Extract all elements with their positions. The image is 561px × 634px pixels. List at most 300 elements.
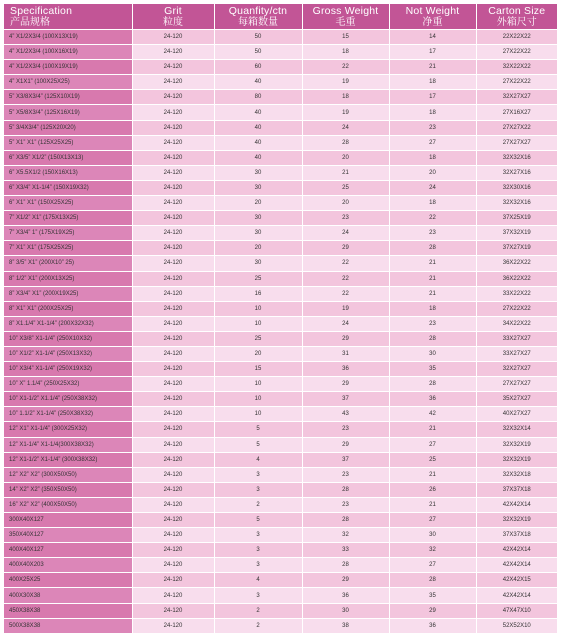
table-row bbox=[4, 135, 557, 150]
cell-quantity: 30 bbox=[214, 256, 302, 271]
table-row bbox=[4, 75, 557, 90]
cell-gross-weight: 29 bbox=[302, 437, 389, 452]
cell-carton-size: 52X52X10 bbox=[476, 618, 557, 633]
cell-carton-size: 34X22X22 bbox=[476, 316, 557, 331]
cell-specification: 500X38X38 bbox=[4, 618, 132, 633]
cell-quantity: 50 bbox=[214, 30, 302, 45]
cell-net-weight: 20 bbox=[389, 165, 476, 180]
cell-grit: 24-120 bbox=[132, 513, 214, 528]
header-specification bbox=[4, 4, 132, 30]
cell-gross-weight: 19 bbox=[302, 105, 389, 120]
table-row bbox=[4, 316, 557, 331]
header-grit bbox=[132, 4, 214, 30]
cell-net-weight: 14 bbox=[389, 30, 476, 45]
table-row bbox=[4, 150, 557, 165]
cell-carton-size: 37X32X19 bbox=[476, 226, 557, 241]
cell-grit: 24-120 bbox=[132, 437, 214, 452]
cell-grit: 24-120 bbox=[132, 558, 214, 573]
cell-gross-weight: 25 bbox=[302, 180, 389, 195]
cell-gross-weight: 19 bbox=[302, 75, 389, 90]
cell-gross-weight: 37 bbox=[302, 392, 389, 407]
cell-gross-weight: 22 bbox=[302, 286, 389, 301]
header-en: Grit bbox=[164, 4, 182, 17]
cell-quantity: 5 bbox=[214, 437, 302, 452]
table-header bbox=[4, 4, 557, 30]
cell-quantity: 4 bbox=[214, 573, 302, 588]
cell-net-weight: 23 bbox=[389, 120, 476, 135]
table-row bbox=[4, 45, 557, 60]
cell-quantity: 2 bbox=[214, 603, 302, 618]
table-row bbox=[4, 286, 557, 301]
cell-quantity: 25 bbox=[214, 271, 302, 286]
cell-quantity: 3 bbox=[214, 467, 302, 482]
cell-grit: 24-120 bbox=[132, 497, 214, 512]
cell-grit: 24-120 bbox=[132, 346, 214, 361]
table-row bbox=[4, 558, 557, 573]
cell-grit: 24-120 bbox=[132, 331, 214, 346]
header-cn: 产品规格 bbox=[10, 16, 50, 28]
cell-quantity: 4 bbox=[214, 452, 302, 467]
cell-specification: 400X40X203 bbox=[4, 558, 132, 573]
cell-quantity: 40 bbox=[214, 75, 302, 90]
cell-specification: 5” X5/8X3/4” (125X16X19) bbox=[4, 105, 132, 120]
cell-grit: 24-120 bbox=[132, 271, 214, 286]
cell-gross-weight: 21 bbox=[302, 165, 389, 180]
cell-specification: 7” X1/2” X1” (175X13X25) bbox=[4, 211, 132, 226]
cell-carton-size: 42X42X15 bbox=[476, 573, 557, 588]
table-row bbox=[4, 543, 557, 558]
cell-carton-size: 32X27X27 bbox=[476, 90, 557, 105]
cell-quantity: 80 bbox=[214, 90, 302, 105]
cell-gross-weight: 18 bbox=[302, 45, 389, 60]
cell-grit: 24-120 bbox=[132, 407, 214, 422]
cell-specification: 4” X1X1” (100X25X25) bbox=[4, 75, 132, 90]
cell-gross-weight: 37 bbox=[302, 452, 389, 467]
cell-grit: 24-120 bbox=[132, 241, 214, 256]
cell-carton-size: 42X42X14 bbox=[476, 543, 557, 558]
header-cn: 每箱数量 bbox=[238, 16, 278, 28]
cell-net-weight: 21 bbox=[389, 286, 476, 301]
table-row bbox=[4, 573, 557, 588]
table-row bbox=[4, 497, 557, 512]
cell-net-weight: 27 bbox=[389, 513, 476, 528]
cell-gross-weight: 24 bbox=[302, 120, 389, 135]
cell-gross-weight: 23 bbox=[302, 497, 389, 512]
cell-grit: 24-120 bbox=[132, 543, 214, 558]
cell-gross-weight: 15 bbox=[302, 30, 389, 45]
cell-net-weight: 28 bbox=[389, 241, 476, 256]
cell-net-weight: 30 bbox=[389, 346, 476, 361]
cell-grit: 24-120 bbox=[132, 467, 214, 482]
cell-specification: 10” X1/2” X1-1/4” (250X13X32) bbox=[4, 346, 132, 361]
cell-specification: 400X30X38 bbox=[4, 588, 132, 603]
cell-specification: 400X25X25 bbox=[4, 573, 132, 588]
cell-grit: 24-120 bbox=[132, 316, 214, 331]
table-body bbox=[4, 30, 557, 634]
cell-net-weight: 36 bbox=[389, 392, 476, 407]
cell-quantity: 10 bbox=[214, 392, 302, 407]
cell-quantity: 30 bbox=[214, 165, 302, 180]
cell-net-weight: 29 bbox=[389, 603, 476, 618]
cell-quantity: 3 bbox=[214, 558, 302, 573]
cell-grit: 24-120 bbox=[132, 301, 214, 316]
cell-specification: 10” X1-1/2” X1.1/4” (250X38X32) bbox=[4, 392, 132, 407]
cell-gross-weight: 36 bbox=[302, 588, 389, 603]
cell-carton-size: 32X27X16 bbox=[476, 165, 557, 180]
cell-net-weight: 18 bbox=[389, 150, 476, 165]
table-row bbox=[4, 588, 557, 603]
cell-quantity: 50 bbox=[214, 45, 302, 60]
table-row bbox=[4, 362, 557, 377]
cell-gross-weight: 24 bbox=[302, 226, 389, 241]
cell-grit: 24-120 bbox=[132, 573, 214, 588]
cell-gross-weight: 36 bbox=[302, 362, 389, 377]
cell-specification: 10” X” 1.1/4” (250X25X32) bbox=[4, 377, 132, 392]
cell-quantity: 40 bbox=[214, 120, 302, 135]
cell-carton-size: 36X22X22 bbox=[476, 271, 557, 286]
cell-grit: 24-120 bbox=[132, 30, 214, 45]
table-row bbox=[4, 120, 557, 135]
cell-gross-weight: 32 bbox=[302, 528, 389, 543]
cell-quantity: 20 bbox=[214, 346, 302, 361]
cell-net-weight: 17 bbox=[389, 45, 476, 60]
header-en: Specification bbox=[10, 4, 73, 17]
cell-gross-weight: 24 bbox=[302, 316, 389, 331]
cell-carton-size: 32X32X16 bbox=[476, 150, 557, 165]
cell-grit: 24-120 bbox=[132, 452, 214, 467]
table-row bbox=[4, 392, 557, 407]
cell-carton-size: 47X47X10 bbox=[476, 603, 557, 618]
cell-carton-size: 37X37X18 bbox=[476, 528, 557, 543]
cell-quantity: 10 bbox=[214, 377, 302, 392]
cell-gross-weight: 29 bbox=[302, 331, 389, 346]
cell-gross-weight: 38 bbox=[302, 618, 389, 633]
cell-net-weight: 21 bbox=[389, 256, 476, 271]
cell-net-weight: 36 bbox=[389, 618, 476, 633]
cell-specification: 4” X1/2X3/4 (100X19X19) bbox=[4, 60, 132, 75]
cell-gross-weight: 31 bbox=[302, 346, 389, 361]
cell-specification: 10” X3/8” X1-1/4” (250X10X32) bbox=[4, 331, 132, 346]
cell-net-weight: 30 bbox=[389, 528, 476, 543]
cell-grit: 24-120 bbox=[132, 588, 214, 603]
cell-net-weight: 27 bbox=[389, 135, 476, 150]
cell-net-weight: 27 bbox=[389, 437, 476, 452]
cell-specification: 5” X3/8X3/4” (125X10X19) bbox=[4, 90, 132, 105]
cell-gross-weight: 28 bbox=[302, 558, 389, 573]
cell-specification: 8” X1” X1” (200X25X25) bbox=[4, 301, 132, 316]
cell-net-weight: 27 bbox=[389, 558, 476, 573]
cell-specification: 6” X3/4” X1-1/4” (150X19X32) bbox=[4, 180, 132, 195]
table-row bbox=[4, 482, 557, 497]
cell-quantity: 3 bbox=[214, 588, 302, 603]
spec-table bbox=[4, 4, 557, 634]
table-row bbox=[4, 60, 557, 75]
cell-specification: 6” X5.5X1/2 (150X16X13) bbox=[4, 165, 132, 180]
cell-carton-size: 32X22X22 bbox=[476, 60, 557, 75]
cell-carton-size: 42X42X14 bbox=[476, 588, 557, 603]
cell-carton-size: 32X30X16 bbox=[476, 180, 557, 195]
cell-net-weight: 26 bbox=[389, 482, 476, 497]
cell-gross-weight: 22 bbox=[302, 271, 389, 286]
cell-grit: 24-120 bbox=[132, 618, 214, 633]
cell-net-weight: 21 bbox=[389, 497, 476, 512]
cell-gross-weight: 29 bbox=[302, 241, 389, 256]
cell-grit: 24-120 bbox=[132, 392, 214, 407]
table-row bbox=[4, 256, 557, 271]
cell-carton-size: 27X22X22 bbox=[476, 75, 557, 90]
header-en: Gross Weight bbox=[312, 4, 379, 17]
cell-carton-size: 22X22X22 bbox=[476, 30, 557, 45]
cell-specification: 5” X1” X1” (125X25X25) bbox=[4, 135, 132, 150]
cell-carton-size: 27X22X22 bbox=[476, 301, 557, 316]
cell-specification: 12” X1-1/2” X1-1/4” (300X38X32) bbox=[4, 452, 132, 467]
cell-grit: 24-120 bbox=[132, 105, 214, 120]
cell-net-weight: 35 bbox=[389, 362, 476, 377]
cell-grit: 24-120 bbox=[132, 45, 214, 60]
table-row bbox=[4, 407, 557, 422]
cell-carton-size: 42X42X14 bbox=[476, 497, 557, 512]
cell-net-weight: 18 bbox=[389, 196, 476, 211]
cell-specification: 12” X1” X1-1/4” (300X25X32) bbox=[4, 422, 132, 437]
cell-carton-size: 32X32X19 bbox=[476, 437, 557, 452]
cell-gross-weight: 18 bbox=[302, 90, 389, 105]
table-row bbox=[4, 301, 557, 316]
cell-specification: 12” X2” X2” (300X50X50) bbox=[4, 467, 132, 482]
cell-gross-weight: 20 bbox=[302, 150, 389, 165]
cell-quantity: 15 bbox=[214, 362, 302, 377]
cell-quantity: 20 bbox=[214, 196, 302, 211]
cell-net-weight: 18 bbox=[389, 301, 476, 316]
cell-quantity: 40 bbox=[214, 135, 302, 150]
cell-specification: 7” X1” X1” (175X25X25) bbox=[4, 241, 132, 256]
cell-specification: 6” X1” X1” (150X25X25) bbox=[4, 196, 132, 211]
header-cn: 外箱尺寸 bbox=[496, 16, 537, 28]
header-net-weight bbox=[389, 4, 476, 30]
table-row bbox=[4, 241, 557, 256]
cell-carton-size: 37X37X18 bbox=[476, 482, 557, 497]
table-row bbox=[4, 377, 557, 392]
cell-gross-weight: 43 bbox=[302, 407, 389, 422]
cell-net-weight: 21 bbox=[389, 467, 476, 482]
table-row bbox=[4, 271, 557, 286]
cell-net-weight: 17 bbox=[389, 90, 476, 105]
cell-quantity: 30 bbox=[214, 226, 302, 241]
cell-net-weight: 21 bbox=[389, 60, 476, 75]
cell-specification: 8” 1/2” X1” (200X13X25) bbox=[4, 271, 132, 286]
cell-specification: 8” X1.1/4” X1-1/4” (200X32X32) bbox=[4, 316, 132, 331]
cell-specification: 16” X2” X2” (400X50X50) bbox=[4, 497, 132, 512]
cell-gross-weight: 30 bbox=[302, 603, 389, 618]
cell-specification: 10” X3/4” X1-1/4” (250X19X32) bbox=[4, 362, 132, 377]
cell-quantity: 30 bbox=[214, 211, 302, 226]
table-row bbox=[4, 211, 557, 226]
table-row bbox=[4, 105, 557, 120]
cell-carton-size: 42X42X14 bbox=[476, 558, 557, 573]
cell-net-weight: 25 bbox=[389, 452, 476, 467]
cell-grit: 24-120 bbox=[132, 362, 214, 377]
cell-specification: 450X38X38 bbox=[4, 603, 132, 618]
table-row bbox=[4, 196, 557, 211]
table-row bbox=[4, 422, 557, 437]
cell-grit: 24-120 bbox=[132, 226, 214, 241]
cell-net-weight: 24 bbox=[389, 180, 476, 195]
header-row bbox=[4, 4, 557, 30]
header-carton-size bbox=[476, 4, 557, 30]
cell-grit: 24-120 bbox=[132, 256, 214, 271]
cell-quantity: 5 bbox=[214, 513, 302, 528]
cell-carton-size: 33X22X22 bbox=[476, 286, 557, 301]
cell-net-weight: 32 bbox=[389, 543, 476, 558]
cell-carton-size: 27X27X27 bbox=[476, 135, 557, 150]
table-row bbox=[4, 618, 557, 633]
cell-grit: 24-120 bbox=[132, 196, 214, 211]
cell-carton-size: 37X25X19 bbox=[476, 211, 557, 226]
table-row bbox=[4, 165, 557, 180]
header-cn: 毛重 bbox=[335, 16, 356, 28]
cell-gross-weight: 23 bbox=[302, 467, 389, 482]
cell-grit: 24-120 bbox=[132, 150, 214, 165]
cell-gross-weight: 29 bbox=[302, 573, 389, 588]
cell-specification: 400X40X127 bbox=[4, 543, 132, 558]
cell-quantity: 10 bbox=[214, 301, 302, 316]
header-en: Carton Size bbox=[488, 4, 546, 17]
cell-grit: 24-120 bbox=[132, 120, 214, 135]
header-en: Not Weight bbox=[405, 4, 460, 17]
cell-grit: 24-120 bbox=[132, 422, 214, 437]
table-row bbox=[4, 528, 557, 543]
cell-specification: 4” X1/2X3/4 (100X13X19) bbox=[4, 30, 132, 45]
cell-gross-weight: 23 bbox=[302, 211, 389, 226]
table-row bbox=[4, 180, 557, 195]
cell-specification: 350X40X127 bbox=[4, 528, 132, 543]
cell-carton-size: 27X27X27 bbox=[476, 377, 557, 392]
cell-carton-size: 37X27X19 bbox=[476, 241, 557, 256]
cell-gross-weight: 23 bbox=[302, 422, 389, 437]
spec-table-container bbox=[4, 4, 557, 634]
cell-grit: 24-120 bbox=[132, 286, 214, 301]
cell-grit: 24-120 bbox=[132, 211, 214, 226]
table-row bbox=[4, 437, 557, 452]
cell-net-weight: 35 bbox=[389, 588, 476, 603]
cell-quantity: 20 bbox=[214, 241, 302, 256]
cell-carton-size: 32X32X16 bbox=[476, 196, 557, 211]
cell-net-weight: 23 bbox=[389, 316, 476, 331]
cell-quantity: 2 bbox=[214, 497, 302, 512]
cell-grit: 24-120 bbox=[132, 135, 214, 150]
header-cn: 净重 bbox=[422, 16, 443, 28]
cell-grit: 24-120 bbox=[132, 75, 214, 90]
cell-gross-weight: 28 bbox=[302, 482, 389, 497]
table-row bbox=[4, 346, 557, 361]
cell-specification: 8” X3/4” X1” (200X19X25) bbox=[4, 286, 132, 301]
cell-gross-weight: 28 bbox=[302, 135, 389, 150]
cell-carton-size: 33X27X27 bbox=[476, 331, 557, 346]
cell-specification: 10” 1.1/2” X1-1/4” (250X38X32) bbox=[4, 407, 132, 422]
cell-gross-weight: 33 bbox=[302, 543, 389, 558]
cell-carton-size: 32X32X19 bbox=[476, 513, 557, 528]
cell-gross-weight: 22 bbox=[302, 60, 389, 75]
header-cn: 粒度 bbox=[163, 16, 183, 28]
cell-grit: 24-120 bbox=[132, 90, 214, 105]
table-row bbox=[4, 467, 557, 482]
cell-specification: 5” 3/4X3/4” (125X20X20) bbox=[4, 120, 132, 135]
table-row bbox=[4, 331, 557, 346]
cell-gross-weight: 20 bbox=[302, 196, 389, 211]
cell-net-weight: 21 bbox=[389, 271, 476, 286]
cell-carton-size: 27X22X22 bbox=[476, 45, 557, 60]
cell-grit: 24-120 bbox=[132, 180, 214, 195]
cell-quantity: 3 bbox=[214, 543, 302, 558]
cell-carton-size: 32X32X19 bbox=[476, 452, 557, 467]
cell-carton-size: 27X16X27 bbox=[476, 105, 557, 120]
cell-quantity: 16 bbox=[214, 286, 302, 301]
cell-quantity: 3 bbox=[214, 482, 302, 497]
cell-carton-size: 32X27X27 bbox=[476, 362, 557, 377]
cell-net-weight: 42 bbox=[389, 407, 476, 422]
table-row bbox=[4, 226, 557, 241]
cell-gross-weight: 28 bbox=[302, 513, 389, 528]
cell-grit: 24-120 bbox=[132, 603, 214, 618]
table-row bbox=[4, 90, 557, 105]
cell-quantity: 60 bbox=[214, 60, 302, 75]
cell-carton-size: 32X32X18 bbox=[476, 467, 557, 482]
cell-gross-weight: 19 bbox=[302, 301, 389, 316]
cell-quantity: 30 bbox=[214, 180, 302, 195]
cell-quantity: 40 bbox=[214, 150, 302, 165]
cell-specification: 6” X3/5” X1/2” (150X13X13) bbox=[4, 150, 132, 165]
cell-quantity: 3 bbox=[214, 528, 302, 543]
cell-specification: 8” 3/5” X1” (200X10” 25) bbox=[4, 256, 132, 271]
cell-specification: 300X40X127 bbox=[4, 513, 132, 528]
cell-grit: 24-120 bbox=[132, 528, 214, 543]
cell-carton-size: 40X27X27 bbox=[476, 407, 557, 422]
cell-carton-size: 36X22X22 bbox=[476, 256, 557, 271]
header-quantity bbox=[214, 4, 302, 30]
cell-net-weight: 22 bbox=[389, 211, 476, 226]
cell-specification: 7” X3/4” 1” (175X19X25) bbox=[4, 226, 132, 241]
cell-gross-weight: 29 bbox=[302, 377, 389, 392]
cell-gross-weight: 22 bbox=[302, 256, 389, 271]
cell-carton-size: 27X27X22 bbox=[476, 120, 557, 135]
table-row bbox=[4, 30, 557, 45]
table-row bbox=[4, 513, 557, 528]
table-row bbox=[4, 603, 557, 618]
cell-quantity: 40 bbox=[214, 105, 302, 120]
cell-net-weight: 28 bbox=[389, 377, 476, 392]
cell-quantity: 10 bbox=[214, 316, 302, 331]
header-en: Quanfity/ctn bbox=[228, 4, 288, 17]
cell-quantity: 2 bbox=[214, 618, 302, 633]
cell-specification: 14” X2” X2” (350X50X50) bbox=[4, 482, 132, 497]
cell-net-weight: 23 bbox=[389, 226, 476, 241]
cell-grit: 24-120 bbox=[132, 377, 214, 392]
cell-carton-size: 33X27X27 bbox=[476, 346, 557, 361]
header-gross-weight bbox=[302, 4, 389, 30]
cell-net-weight: 21 bbox=[389, 422, 476, 437]
cell-carton-size: 35X27X27 bbox=[476, 392, 557, 407]
cell-net-weight: 28 bbox=[389, 331, 476, 346]
cell-quantity: 25 bbox=[214, 331, 302, 346]
table-row bbox=[4, 452, 557, 467]
cell-specification: 4” X1/2X3/4 (100X16X19) bbox=[4, 45, 132, 60]
cell-grit: 24-120 bbox=[132, 482, 214, 497]
cell-specification: 12” X1-1/4” X1-1/4(300X38X32) bbox=[4, 437, 132, 452]
cell-net-weight: 18 bbox=[389, 75, 476, 90]
cell-grit: 24-120 bbox=[132, 60, 214, 75]
cell-grit: 24-120 bbox=[132, 165, 214, 180]
cell-net-weight: 18 bbox=[389, 105, 476, 120]
cell-quantity: 10 bbox=[214, 407, 302, 422]
